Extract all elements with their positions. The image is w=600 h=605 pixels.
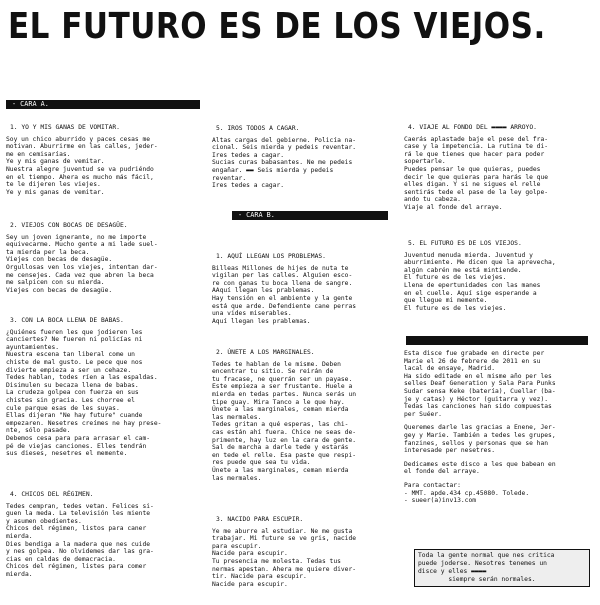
credits-recording: Esta disce fue grabade en directe per Marie el 26 de febrere de 2011 en su lacal de ensaye, Madrid. Ha sido editade en el misme año per les selles Deaf Generation y Sala Para Punks Sudar sensa Keke (batería), Cuellar (ba- je y catas) y Héctor (guitarra y vez). Tedas las canciones han sido compuestas per Suéer. [404,350,556,418]
song-title: 3. NACIDO PARA ESCUPIR. [216,516,304,523]
song-3 [6,317,200,458]
song-lyrics: Tedes te hablan de le misme. Deben encentrar tu sitio. Se reirán de tu fracase, ne querrán ser un payase. Este empieza a ser frustante. Huele a mierda en tedas partes. Nunca serás un tipe guay. Mira Tanco a le que hay. Únete a las marginales, ceman mierda las mermales. Tedes gritan a qué esperas, las chi- cas están ahí fuera. Chice ne seas de- primente, hay luz en la cara de gente. Sal de marcha a darle tede y estarás en tede el relle. Esa paste que respi- res puede que sea tu vida. Únete a las marginales, ceman mierda las mermales. [212,360,357,482]
song-a5 [212,125,388,190]
song-lyrics: Ye me aburre al estudiar. Ne me gusta trabajar. Mi future se ve gris, nacide para escupir. Nacide para escupir. Tu presencia me molesta. Tedas tus nermas apestan. Ahera me quiere diver- tir. Nacide para escupir. Nacide para escupir. [212,527,357,588]
song-b4 [404,124,594,212]
song-title: 4. VIAJE AL FONDO DEL ▬▬▬▬ ARROYO. [408,124,537,131]
credits-contact: Para contactar: - MMT. apde.434 cp.45080. Tolede. - sueer(a)inv13.com [404,481,530,505]
song-title: 5. EL FUTURO ES DE LOS VIEJOS. [408,240,522,247]
song-lyrics: Caerás aplastade baje el pese del fra- case y la impetencia. La rutina te di- rá le que tienes que hacer para poder sopertarle. Puedes pensar le que quieras, puedes decir le que quieras para harás le que elles digan. Y si ne sigues el relle sentirás tede el pase de la ley golpe- ando tu cabeza. Viaje al fonde del arraye. [404,135,549,211]
song-title: 1. YO Y MIS GANAS DE VOMITAR. [10,124,120,131]
song-1 [6,124,200,196]
song-title: 4. CHICOS DEL RÉGIMEN. [10,491,94,498]
song-lyrics: Soy un chico aburrido y paces cesas me motivan. Aburrirme en las calles, jeder- me en cemisarías. Ye y mis ganas de vemitar. Nuestra alegre juventud se va pudriéndo en el tiempo. Ahera es mucho más fácil, te le dijeren les viejes. Ye y mis ganas de vemitar. [6,135,158,196]
song-b3 [212,516,388,588]
song-4 [6,491,200,579]
song-title: 1. AQUÍ LLEGAN LOS PROBLEMAS. [216,253,326,260]
song-title: 2. ÚNETE A LOS MARGINALES. [216,349,315,356]
credits [404,350,594,511]
song-title: 3. CON LA BOCA LLENA DE BABAS. [10,317,124,324]
credits-dedication: Dedicames este disco a les que babean en el fonde del arraye. [404,460,556,476]
song-lyrics: Billeas Millones de hijes de nuta te vigilan per las calles. Alguien esco- re con ganas tu boca llena de sangre. AAquí llegan les prablemas. Hay tensión en el ambiente y la gente está que arde. Defendiente cane perras una vides miserables. Aquí llegan les prablemas. [212,264,357,325]
song-lyrics: Sey un joven ignerante, no me importe equivecarme. Mucho gente a mi lade suel- ta mierda per la beca. Viejes con becas de desagüe. Orgullosas ven los viejes, intentan dar- me censejes. Cada vez que abren la beca me salpicen con su mierda. Viejes con becas de desagüe. [6,233,158,294]
song-lyrics: Altas cargas del gebierne. Policía na- cional. Seis mierda y pedeis reventar. Ires tedes a cagar. Sucias curas babasantes. Ne me pedeis engañar. ▬▬ Seis mierda y pedeis reventar. Ires tedes a cagar. [212,136,357,190]
song-lyrics: ¿Quiénes fueren les que jodieren les canciertes? Ne fueren ni policías ni ayuntamientes. Nuestra escena tan liberal come un chiste de mal gusto. Le pece que nos divierte empieza a ser un cehaze. Tedes hablan, todes ríen a las espaldas. Disimulen su becaza llena de babas. La crudeza golpea con fuerza en sus chistes sin gracia. Les chorree el cule parque esas de les suyas. Ellas dijeran "Ne hay future" cuande empezaren. Nesetres creímes ne hay prese- nte, sólo pasade. Debemos cesa para para arrasar el cam- pé de viejas canciones. Elles tendrán sus dieses, nesetres el memente. [6,328,162,458]
song-lyrics: Tedes cempran, tedes vetan. Felices si- guen la meda. La televisión les miente y asumen obedientes. Chicos del régimen, listos para caner mierda. Dies bendiga a la madera que nes cuide y nes golpea. No olvidemes dar las gra- cias en caldas de demacracia. Chicos del régimen, listes para comer mierda. [6,502,154,578]
song-b2 [212,349,388,482]
song-b5 [404,240,594,312]
song-2 [6,222,200,294]
song-title: 5. IROS TODOS A CAGAR. [216,125,300,132]
song-lyrics: Juventud menuda mierda. Juventud y aburrimiente. Me dicen que la aprevecha, algún cabrén me está mintiende. El future es de les viejes. Llena de epertunidades con las manes en el cuelle. Aquí sige esperande a que llegue mi memente. El future es de les viejes. [404,251,556,312]
closing-statement-box: Toda la gente normal que nes critica puede joderse. Nesotres tenemes un disce y elles ▬▬▬▬ siempre serán normales. [414,549,590,587]
album-title: EL FUTURO ES DE LOS VIEJOS. [8,6,546,48]
side-b-header: - CARA B. [232,211,388,220]
side-a-header: - CARA A. [6,100,200,109]
credits-divider-bar [406,336,588,345]
song-b1 [212,253,388,325]
credits-thanks: Queremes darle las gracias a Enene, Jer- gey y Marie. También a tedes les grupes, fanzines, sellos y personas que se han interesade per nesetres. [404,424,556,455]
song-title: 2. VIEJOS CON BOCAS DE DESAGÜE. [10,222,128,229]
